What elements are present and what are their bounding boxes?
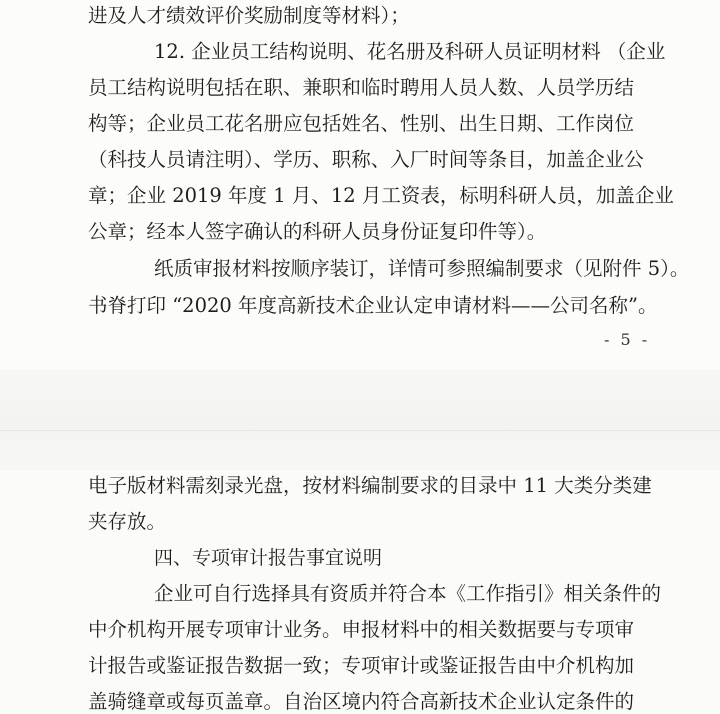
text-line-9: 书脊打印 “2020 年度高新技术企业认定申请材料——公司名称”。	[88, 294, 658, 317]
text-line-14: 计报告或鉴证报告数据一致；专项审计或鉴证报告由中介机构加	[88, 654, 635, 677]
text-line-5: （科技人员请注明）、学历、职称、入厂时间等条目，加盖企业公	[88, 148, 644, 171]
text-line-8: 纸质审报材料按顺序装订，详情可参照编制要求（见附件 5）。	[154, 257, 690, 280]
page-divider	[0, 430, 720, 431]
text-line-12: 企业可自行选择具有资质并符合本《工作指引》相关条件的	[154, 582, 662, 605]
page-number: - 5 -	[604, 330, 651, 349]
text-line-1: 进及人才绩效评价奖励制度等材料）；	[88, 4, 410, 27]
text-line-7: 公章；经本人签字确认的科研人员身份证复印件等）。	[88, 220, 547, 243]
text-line-3: 员工结构说明包括在职、兼职和临时聘用人员人数、人员学历结	[88, 76, 635, 99]
text-line-2: 12. 企业员工结构说明、花名册及科研人员证明材料 （企业	[154, 40, 666, 63]
text-line-6: 章；企业 2019 年度 1 月、12 月工资表，标明科研人员，加盖企业	[88, 184, 674, 207]
section-heading: 四、专项审计报告事宜说明	[154, 547, 383, 569]
text-line-10: 电子版材料需刻录光盘，按材料编制要求的目录中 11 大类分类建	[88, 474, 652, 497]
page-gap	[0, 370, 720, 470]
text-line-15: 盖骑缝章或每页盖章。自治区境内符合高新技术企业认定条件的	[88, 690, 635, 713]
text-line-4: 构等；企业员工花名册应包括姓名、性别、出生日期、工作岗位	[88, 112, 635, 135]
text-line-11: 夹存放。	[88, 510, 167, 533]
text-line-13: 中介机构开展专项审计业务。申报材料中的相关数据要与专项审	[88, 618, 635, 641]
